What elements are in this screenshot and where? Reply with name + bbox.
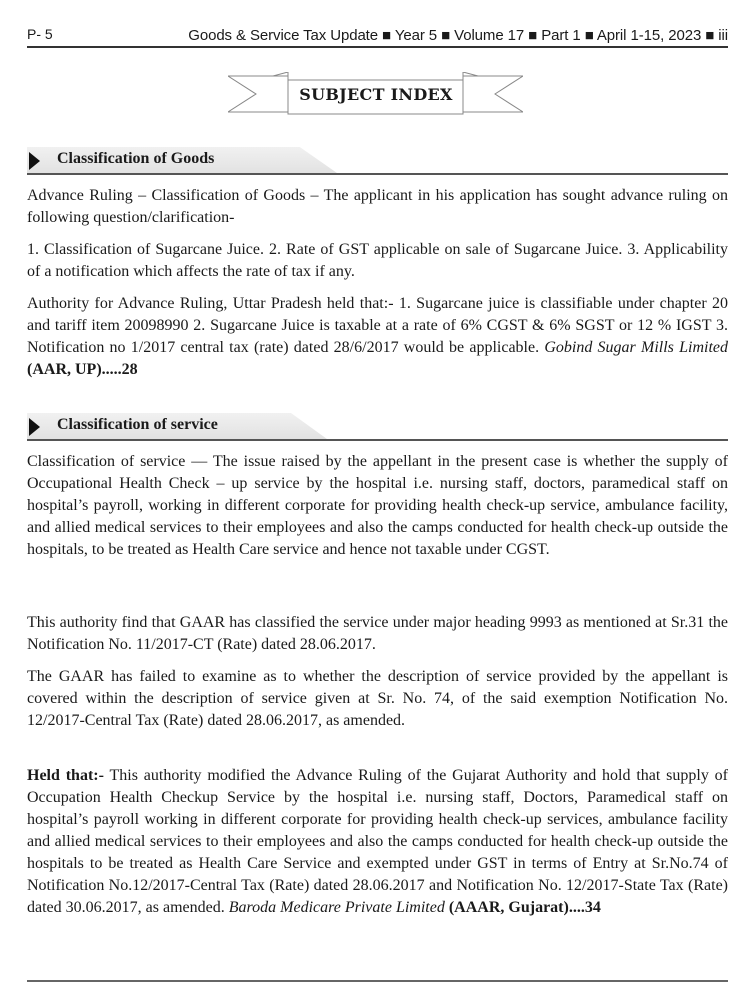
paragraph [27, 765, 728, 919]
paragraph [27, 293, 728, 381]
banner-title: SUBJECT INDEX [299, 85, 453, 104]
paragraph: 1. Classification of Sugarcane Juice. 2. Rate of GST applicable on sale of Sugarcane Juice. 3. Applicability of a notification which affects the rate of tax if any. [27, 241, 728, 280]
paragraph: The GAAR has failed to examine as to whether the description of service provided by the appellant is covered within the description of service given at Sr. No. 74, of the said exemption Notification No. 12/2017-Central Tax (Rate) dated 28.06.2017, as amended. [27, 668, 728, 729]
triangle-bullet-icon [29, 152, 40, 170]
paragraph: Advance Ruling – Classification of Goods – The applicant in his application has sought advance ruling on following question/clarification- [27, 187, 728, 226]
held-that-label: Held that:- [27, 767, 104, 784]
party-name: Baroda Medicare Private Limited [228, 899, 445, 916]
section-heading-goods [27, 147, 728, 175]
subject-index-banner [228, 72, 523, 116]
paragraph-text: Authority for Advance Ruling, Uttar Pradesh held that:- 1. Sugarcane juice is classifiable under chapter 20 and tariff item 20098990 2. Sugarcane Juice is taxable at a rate of 6% CGST & 6% SGST or 12 % IGST 3. Notification no 1/2017 central tax (rate) dated 28/6/2017 would be applicable. [27, 295, 728, 356]
triangle-bullet-icon [29, 418, 40, 436]
citation: (AAR, UP).....28 [27, 361, 138, 378]
footer-divider [27, 980, 728, 982]
header-divider [27, 46, 728, 48]
section-heading-label: Classification of service [57, 416, 218, 433]
party-name: Gobind Sugar Mills Limited [544, 339, 729, 356]
running-header: Goods & Service Tax Update ■ Year 5 ■ Volume 17 ■ Part 1 ■ April 1-15, 2023 ■ iii [188, 27, 728, 44]
citation: (AAAR, Gujarat)....34 [448, 899, 601, 916]
paragraph: Classification of service — The issue raised by the appellant in the present case is whether the supply of Occupational Health Check – up service by the hospital i.e. nursing staff, doctors, paramedical staff on hospital’s payroll, working in different corporate for providing health check-up service, ambulance facility, and allied medical services to their employees and also the camps conducted for health check-up outside the hospitals, to be treated as Health Care service and hence not taxable under CGST. [27, 453, 728, 558]
page-number: P- 5 [27, 26, 53, 42]
section-heading-label: Classification of Goods [57, 150, 215, 167]
paragraph-text: This authority modified the Advance Ruling of the Gujarat Authority and hold that supply of Occupation Health Checkup Service by the hospital i.e. nursing staff, Doctors, Paramedical staff on hospital’s payroll working in different corporate for providing health check-up services, ambulance facility and allied medical services to their employees and also the camps conducted for health check-up outside the hospitals to be treated as Health Care Service and exempted under GST in terms of Entry at Sr.No.74 of Notification No.12/2017-Central Tax (Rate) dated 28.06.2017 and Notification No. 12/2017-State Tax (Rate) dated 30.06.2017, as amended. [27, 767, 729, 916]
paragraph: This authority find that GAAR has classified the service under major heading 9993 as mentioned at Sr.31 the Notification No. 11/2017-CT (Rate) dated 28.06.2017. [27, 614, 728, 653]
section-heading-service [27, 413, 728, 441]
